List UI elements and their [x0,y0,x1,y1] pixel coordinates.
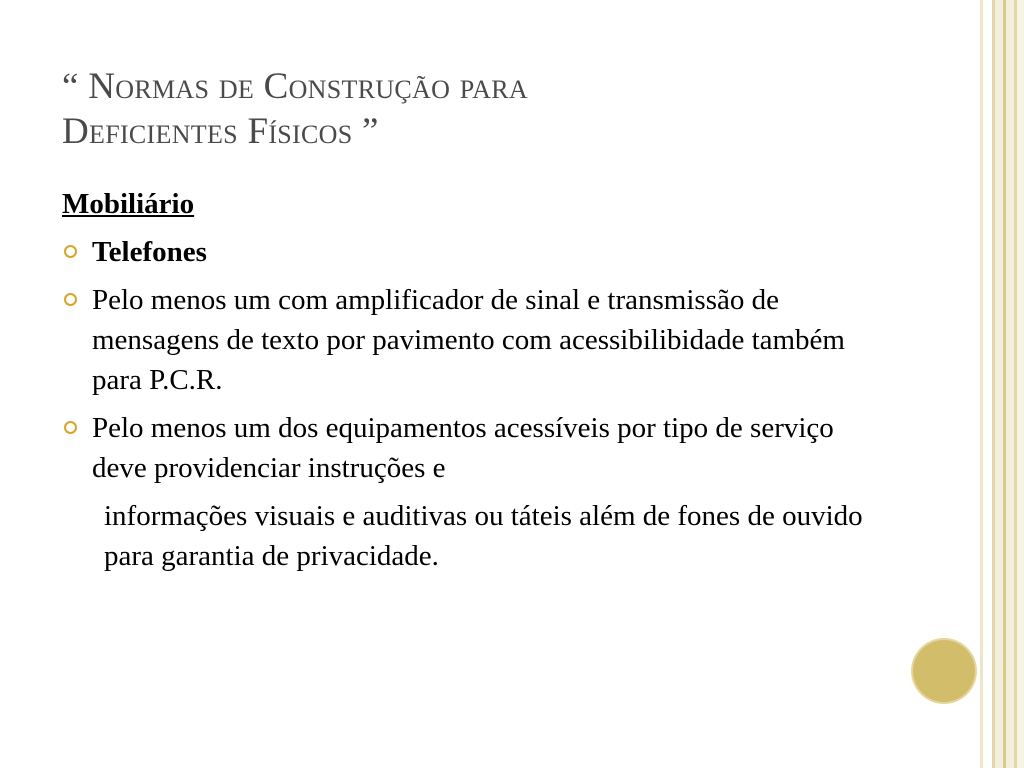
edge-stripe [983,0,992,768]
bullet-text: Telefones [92,236,207,268]
bullet-item [62,280,892,400]
bullet-continuation-text: informações visuais e auditivas ou táteis além de fones de ouvido para garantia de privacidade. [104,500,863,572]
slide-title-line-2: Deficientes Físicos ” [62,111,379,152]
slide-title [62,64,922,154]
bullet-circle-icon [64,293,77,306]
section-heading: Mobiliário [62,188,195,220]
bullet-item [62,232,892,272]
decorative-gold-circle [913,640,975,702]
edge-stripe [1017,0,1024,768]
bullet-circle-icon [64,421,77,434]
bullet-item [62,408,892,576]
slide-title-line-1: “ Normas de Construção para [62,66,528,107]
edge-stripe [1006,0,1014,768]
bullet-circle-icon [64,245,77,258]
bullet-text: Pelo menos um dos equipamentos acessíveis por tipo de serviço deve providenciar instruções e [92,412,834,484]
decorative-edge-stripes [980,0,1024,768]
slide-body [62,184,892,584]
bullet-text: Pelo menos um com amplificador de sinal e transmissão de mensagens de texto por pavimento com acessibilibidade também para P.C.R. [92,284,845,396]
edge-stripe [995,0,1003,768]
